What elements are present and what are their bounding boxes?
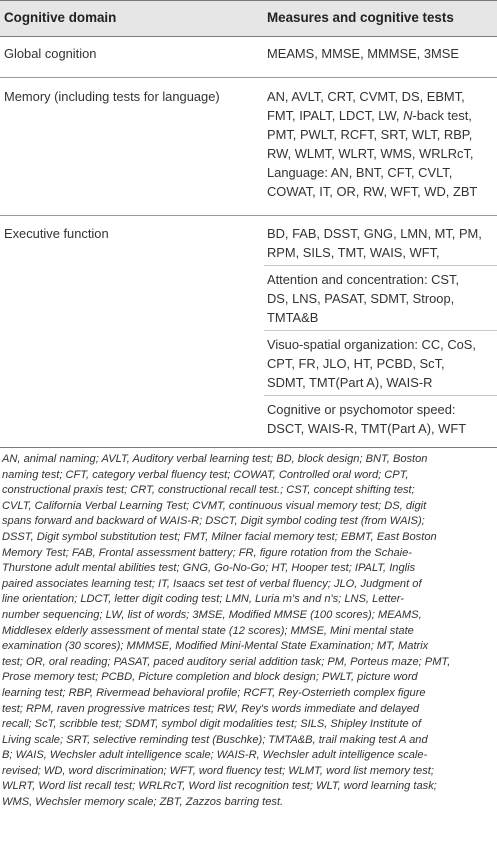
row-measures-line: BD, FAB, DSST, GNG, LMN, MT, PM, <box>267 226 482 241</box>
row-measures-line: RW, WLMT, WLRT, WMS, WRLRcT, <box>267 146 474 161</box>
footnote-line: constructional praxis test; CRT, constructional recall test.; CST, concept shifting test; <box>2 484 415 497</box>
row-measures-line: PMT, PWLT, RCFT, SRT, WLT, RBP, <box>267 127 473 142</box>
row-measures-line: Visuo-spatial organization: CC, CoS, <box>267 337 476 352</box>
subgroup-divider <box>264 265 497 266</box>
footnote-line: DSST, Digit symbol substitution test; FMT, Milner facial memory test; EBMT, East Boston <box>2 530 437 543</box>
row-domain-memory: Memory (including tests for language) <box>4 89 220 104</box>
row-domain-global-cognition: Global cognition <box>4 46 97 61</box>
row-measures-line: AN, AVLT, CRT, CVMT, DS, EBMT, <box>267 89 465 104</box>
footnote-line: CVLT, California Verbal Learning Test; CVMT, continuous visual memory test; DS, digit <box>2 499 427 512</box>
footnote-line: recall; ScT, scribble test; SDMT, symbol digit modalities test; SILS, Shipley Institute of <box>2 718 422 731</box>
footnote-line: Thurstone adult mental abilities test; GNG, Go-No-Go; HT, Hooper test; IPALT, Inglis <box>2 562 416 575</box>
row-measures-line: RPM, SILS, TMT, WAIS, WFT, <box>267 245 440 260</box>
footnote-line: Memory Test; FAB, Frontal assessment battery; FR, figure rotation from the Schaie- <box>2 546 413 559</box>
row-measures-line: DS, LNS, PASAT, SDMT, Stroop, <box>267 291 455 306</box>
row-divider <box>0 77 497 78</box>
footnote-line: learning test; RBP, Rivermead behavioral profile; RCFT, Rey-Osterrieth complex figure <box>2 686 426 699</box>
footnote-line: B; WAIS, Wechsler adult intelligence scale; WAIS-R, Wechsler adult intelligence scale- <box>2 749 428 762</box>
row-measures-line: CPT, FR, JLO, HT, PCBD, ScT, <box>267 356 445 371</box>
table-footnote <box>2 452 495 811</box>
subgroup-divider <box>264 395 497 396</box>
footnote-line: paired associates learning test; IT, Isaacs set test of verbal fluency; JLO, Judgment of <box>2 577 422 590</box>
row-measures-line: DSCT, WAIS-R, TMT(Part A), WFT <box>267 421 467 436</box>
row-domain-executive-function: Executive function <box>4 226 109 241</box>
footnote-line: revised; WD, word discrimination; WFT, word fluency test; WLMT, word list memory test; <box>2 764 434 777</box>
subgroup-divider <box>264 330 497 331</box>
row-measures-line: Attention and concentration: CST, <box>267 272 460 287</box>
footnote-line: test; RPM, raven progressive matrices test; RW, Rey's words immediate and delayed <box>2 702 420 715</box>
row-measures-line: TMTA&B <box>267 310 319 325</box>
footnote-line: number sequencing; LW, list of words; 3MSE, Modified MMSE (100 scores); MEAMS, <box>2 608 422 621</box>
row-measures-line: Cognitive or psychomotor speed: <box>267 402 456 417</box>
footnote-line: Middlesex elderly assessment of mental state (12 scores); MMSE, Mini mental state <box>2 624 414 637</box>
table-bottom-rule <box>0 447 497 448</box>
row-divider <box>0 215 497 216</box>
footnote-line: spans forward and backward of WAIS-R; DSCT, Digit symbol coding test (from WAIS); <box>2 515 425 528</box>
footnote-line: naming test; CFT, category verbal fluency test; COWAT, Controlled oral word; CPT, <box>2 468 409 481</box>
row-measures-line: Language: AN, BNT, CFT, CVLT, <box>267 165 453 180</box>
footnote-line: WMS, Wechsler memory scale; ZBT, Zazzos barring test. <box>2 796 284 809</box>
row-measures-line: COWAT, IT, OR, RW, WFT, WD, ZBT <box>267 184 478 199</box>
table-header <box>0 0 497 37</box>
footnote-line: test; OR, oral reading; PASAT, paced auditory serial addition task; PM, Porteus maze; PMT, <box>2 655 451 668</box>
footnote-line: WLRT, Word list recall test; WRLRcT, Word list recognition test; WLT, word learning task; <box>2 780 437 793</box>
footnote-line: examination (30 scores); MMMSE, Modified Mini-Mental State Examination; MT, Matrix <box>2 640 429 653</box>
footnote-line: Prose memory test; PCBD, Picture completion and block design; PWLT, picture word <box>2 671 418 684</box>
footnote-line: AN, animal naming; AVLT, Auditory verbal learning test; BD, block design; BNT, Boston <box>2 453 428 465</box>
footnote-line: Living scale; SRT, selective reminding test (Buschke); TMTA&B, trail making test A and <box>2 733 428 746</box>
row-measures-line: FMT, IPALT, LDCT, LW, N-back test, <box>267 108 472 123</box>
footnote-line: line orientation; LDCT, letter digit coding test; LMN, Luria m's and n's; LNS, Letter- <box>2 593 404 606</box>
row-measures-line: SDMT, TMT(Part A), WAIS-R <box>267 375 433 390</box>
row-measures-line: MEAMS, MMSE, MMMSE, 3MSE <box>267 46 459 61</box>
column-header-measures: Measures and cognitive tests <box>267 10 454 25</box>
column-header-domain: Cognitive domain <box>4 10 117 25</box>
